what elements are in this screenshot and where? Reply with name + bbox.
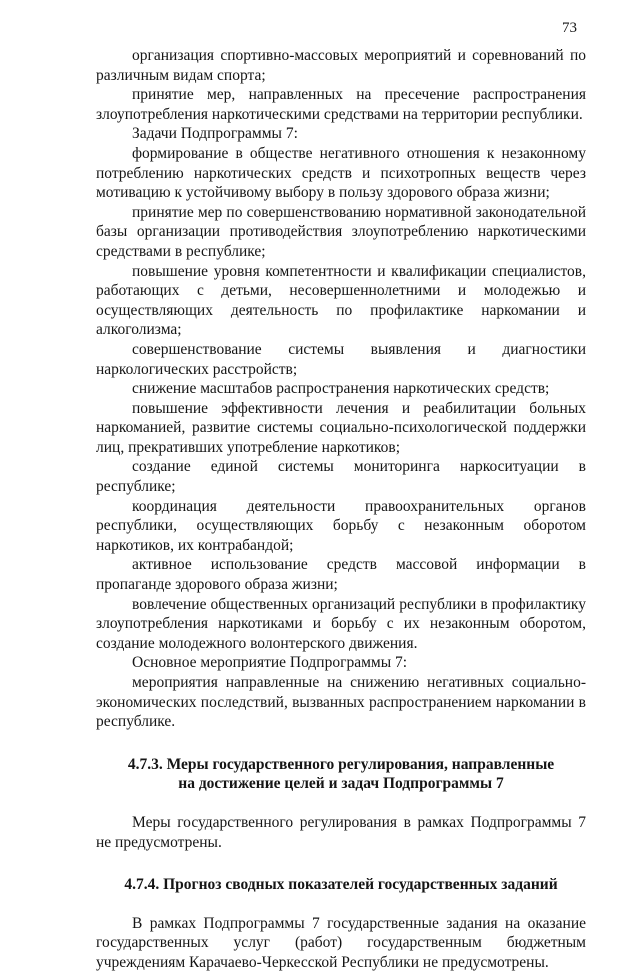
section-heading-4-7-3 [96, 755, 586, 794]
paragraph: организация спортивно-массовых мероприятий и соревнований по различным видам спорта; [96, 47, 586, 84]
paragraph: повышение уровня компетентности и квалификации специалистов, работающих с детьми, несовершеннолетними и молодежью и осуществляющих деятельность по профилактике наркомании и алкоголизма; [96, 262, 586, 339]
paragraph: Основное мероприятие Подпрограммы 7: [132, 654, 408, 672]
paragraph: принятие мер по совершенствованию нормативной законодательной базы организации противодействия злоупотреблению наркотическими средствами в республике; [96, 203, 586, 260]
paragraph: снижение масштабов распространения наркотических средств; [132, 380, 550, 398]
section-text-4-7-3: Меры государственного регулирования в рамках Подпрограммы 7 не предусмотрены. [96, 813, 586, 851]
paragraph: Задачи Подпрограммы 7: [132, 125, 298, 143]
section-text-4-7-4: В рамках Подпрограммы 7 государственные задания на оказание государственных услуг (работ) государственным бюджетным учреждениям Карачаево-Черкесской Республики не предусмотрены. [96, 914, 586, 971]
paragraph: активное использование средств массовой информации в пропаганде здорового образа жизни; [96, 556, 586, 594]
paragraph: мероприятия направленные на снижению негативных социально-экономических последствий, вызванных распространением наркомании в республике. [96, 674, 586, 731]
section-heading-4-7-4: 4.7.4. Прогноз сводных показателей государственных заданий [124, 876, 558, 894]
heading-line: 4.7.3. Меры государственного регулирования, направленные [127, 755, 555, 773]
paragraph: совершенствование системы выявления и диагностики наркологических расстройств; [96, 340, 586, 378]
paragraph: принятие мер, направленных на пресечение распространения злоупотребления наркотическими средствами на территории республики. [96, 86, 586, 123]
paragraph: вовлечение общественных организаций республики в профилактику злоупотребления наркотиками и борьбу с их незаконным оборотом, создание молодежного волонтерского движения. [96, 595, 586, 652]
paragraph: формирование в обществе негативного отношения к незаконному потреблению наркотических средств и психотропных веществ через мотивацию к устойчивому выбору в пользу здорового образа жизни; [96, 144, 586, 202]
paragraph: повышение эффективности лечения и реабилитации больных наркоманией, развитие системы социально-психологической поддержки лиц, прекративших употребление наркотиков; [96, 399, 586, 456]
document-body [96, 46, 586, 973]
heading-line: на достижение целей и задач Подпрограммы 7 [178, 775, 504, 793]
paragraph: координация деятельности правоохранительных органов республики, осуществляющих борьбу с незаконным оборотом наркотиков, их контрабандой; [96, 497, 586, 554]
page-number: 73 [562, 20, 577, 36]
paragraph: создание единой системы мониторинга наркоситуации в республике; [96, 458, 586, 496]
